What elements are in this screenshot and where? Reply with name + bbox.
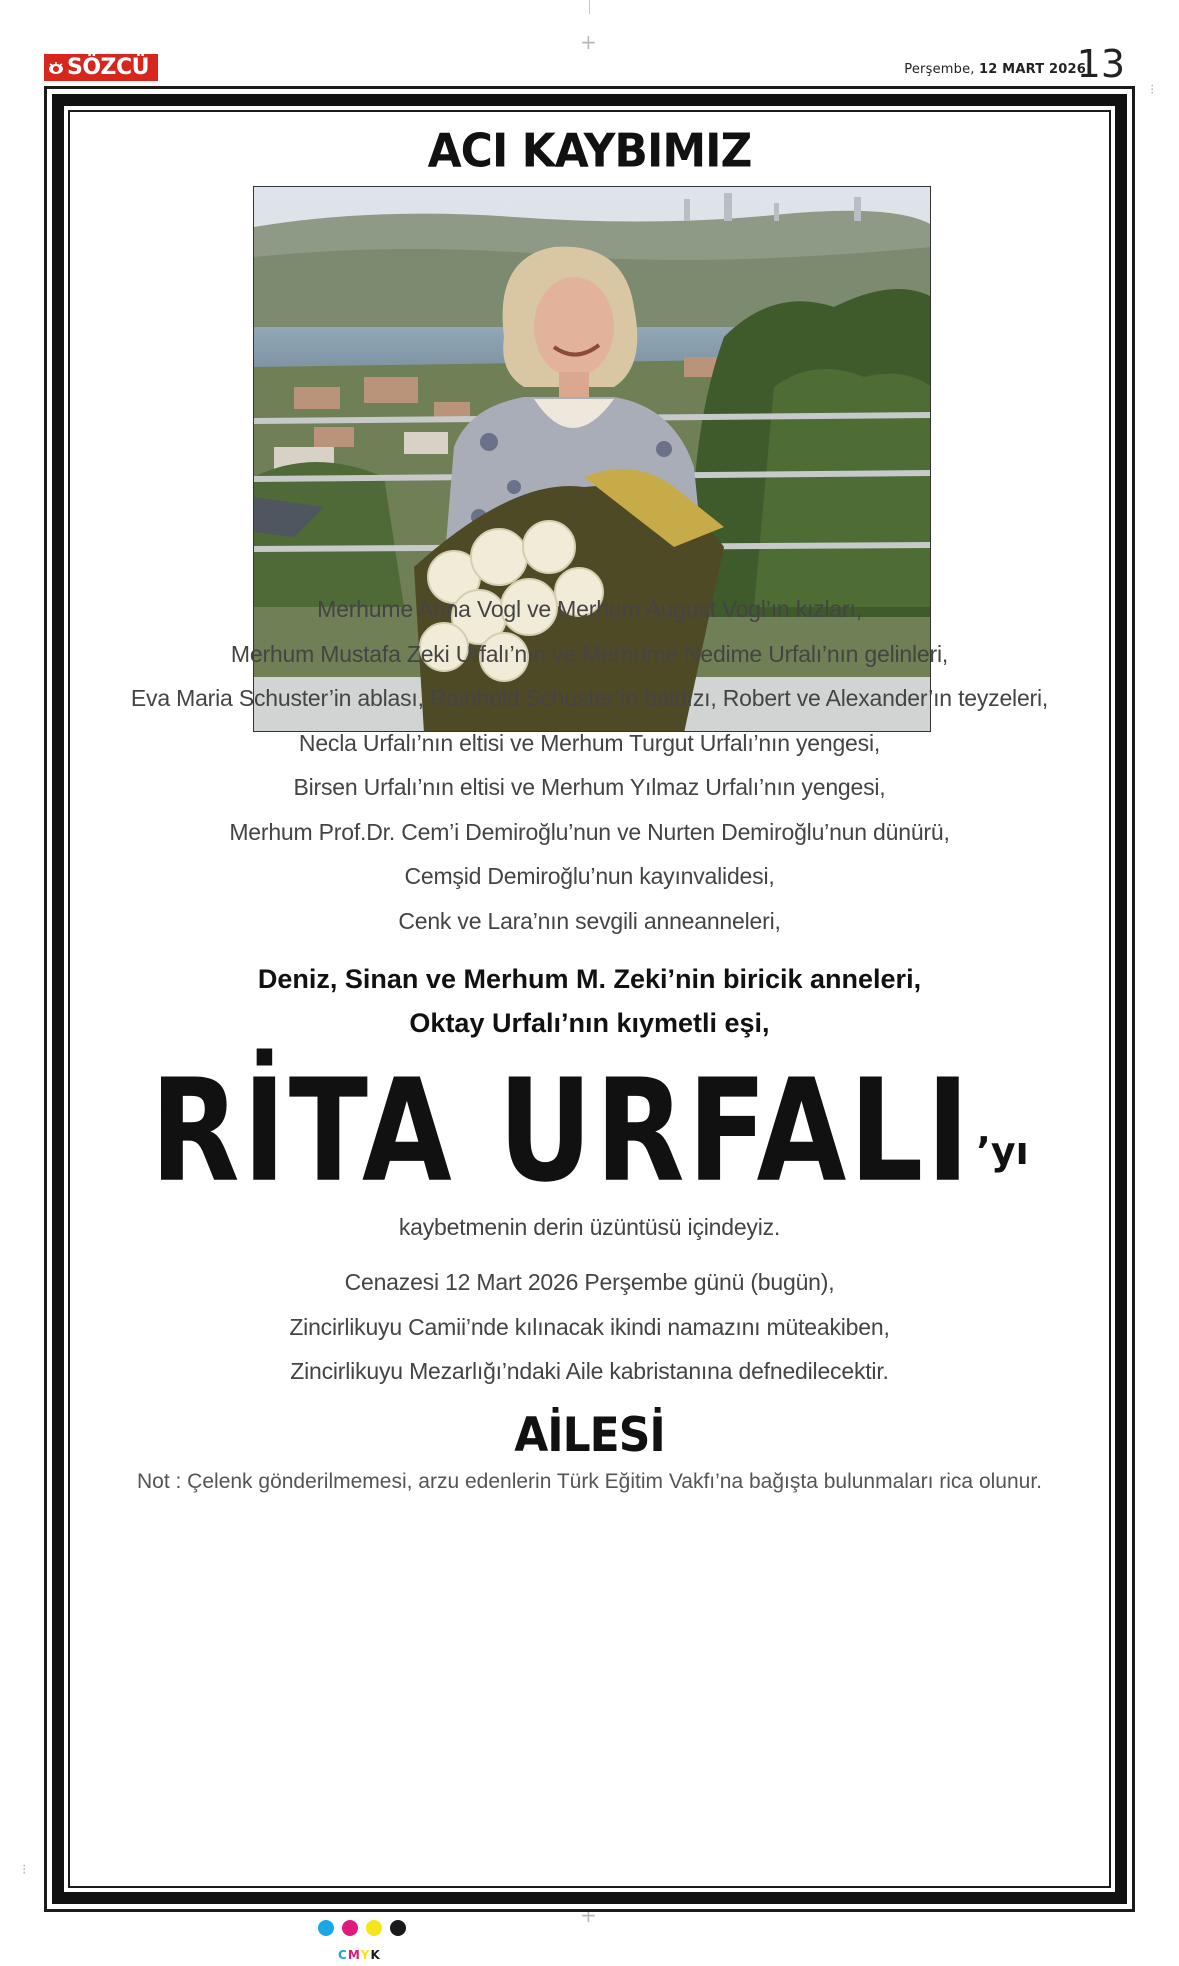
- relation-line-2: Merhum Mustafa Zeki Urfalı’nın ve Merhume Nedime Urfalı’nın gelinleri,: [230, 641, 949, 667]
- relation-line-1: Merhume Anna Vogl ve Merhum August Vogl’ın kızları,: [317, 596, 862, 622]
- magenta-dot: [342, 1920, 358, 1936]
- issue-date-value: 12 MART 2026: [978, 62, 1086, 77]
- name-suffix: ’yı: [976, 1129, 1029, 1173]
- grief-line: kaybetmenin derin üzüntüsü içindeyiz.: [398, 1214, 781, 1240]
- yellow-dot: [366, 1920, 382, 1936]
- page-number: 13: [1076, 42, 1125, 86]
- cmyk-label: [338, 1948, 381, 1962]
- cmyk-dots: [318, 1920, 406, 1936]
- relation-line-3: Eva Maria Schuster’in ablası, Rainhold Schuster’in baldızı, Robert ve Alexander’ın teyzeleri,: [130, 685, 1049, 711]
- emphasis-line-1: Deniz, Sinan ve Merhum M. Zeki’nin biricik anneleri,: [257, 964, 922, 994]
- cmyk-c: C: [338, 1948, 348, 1962]
- registration-mark-top: +: [580, 30, 597, 54]
- deceased-name: RİTA URFALI: [150, 1049, 973, 1214]
- cyan-dot: [318, 1920, 334, 1936]
- relation-line-5: Birsen Urfalı’nın eltisi ve Merhum Yılmaz Urfalı’nın yengesi,: [293, 774, 886, 800]
- eye-logo-icon: [48, 60, 64, 76]
- emphasis-line-2: Oktay Urfalı’nın kıymetli eşi,: [409, 1008, 770, 1038]
- sozcu-logo: [44, 54, 158, 81]
- cmyk-y: Y: [360, 1948, 371, 1962]
- relation-line-7: Cemşid Demiroğlu’nun kayınvalidesi,: [404, 863, 775, 889]
- cmyk-k: K: [370, 1948, 381, 1962]
- signature: AİLESİ: [514, 1407, 665, 1464]
- registration-mark-right: ⁝: [1150, 82, 1155, 98]
- note-line: Not : Çelenk gönderilmemesi, arzu edenlerin Türk Eğitim Vakfı’na bağışta bulunmaları rica olunur.: [137, 1470, 1042, 1493]
- logo-text: SÖZCÜ: [67, 55, 150, 80]
- registration-mark-left: ⁝: [22, 1862, 27, 1878]
- issue-date: [904, 62, 1086, 77]
- deceased-name-block: [0, 1049, 1179, 1214]
- relation-line-6: Merhum Prof.Dr. Cem’i Demiroğlu’nun ve Nurten Demiroğlu’nun dünürü,: [229, 819, 950, 845]
- notice-title: ACI KAYBIMIZ: [427, 124, 752, 179]
- issue-day: Perşembe,: [904, 62, 975, 77]
- relation-line-4: Necla Urfalı’nın eltisi ve Merhum Turgut Urfalı’nın yengesi,: [298, 730, 881, 756]
- registration-mark-bottom: +: [580, 1903, 597, 1927]
- funeral-line-1: Cenazesi 12 Mart 2026 Perşembe günü (bugün),: [344, 1269, 835, 1295]
- funeral-line-2: Zincirlikuyu Camii’nde kılınacak ikindi namazını müteakiben,: [289, 1314, 890, 1340]
- relation-line-8: Cenk ve Lara’nın sevgili anneanneleri,: [398, 908, 781, 934]
- black-dot: [390, 1920, 406, 1936]
- funeral-line-3: Zincirlikuyu Mezarlığı’ndaki Aile kabristanına defnedilecektir.: [290, 1358, 889, 1384]
- cmyk-m: M: [347, 1948, 361, 1962]
- crop-mark-top: [589, 0, 590, 14]
